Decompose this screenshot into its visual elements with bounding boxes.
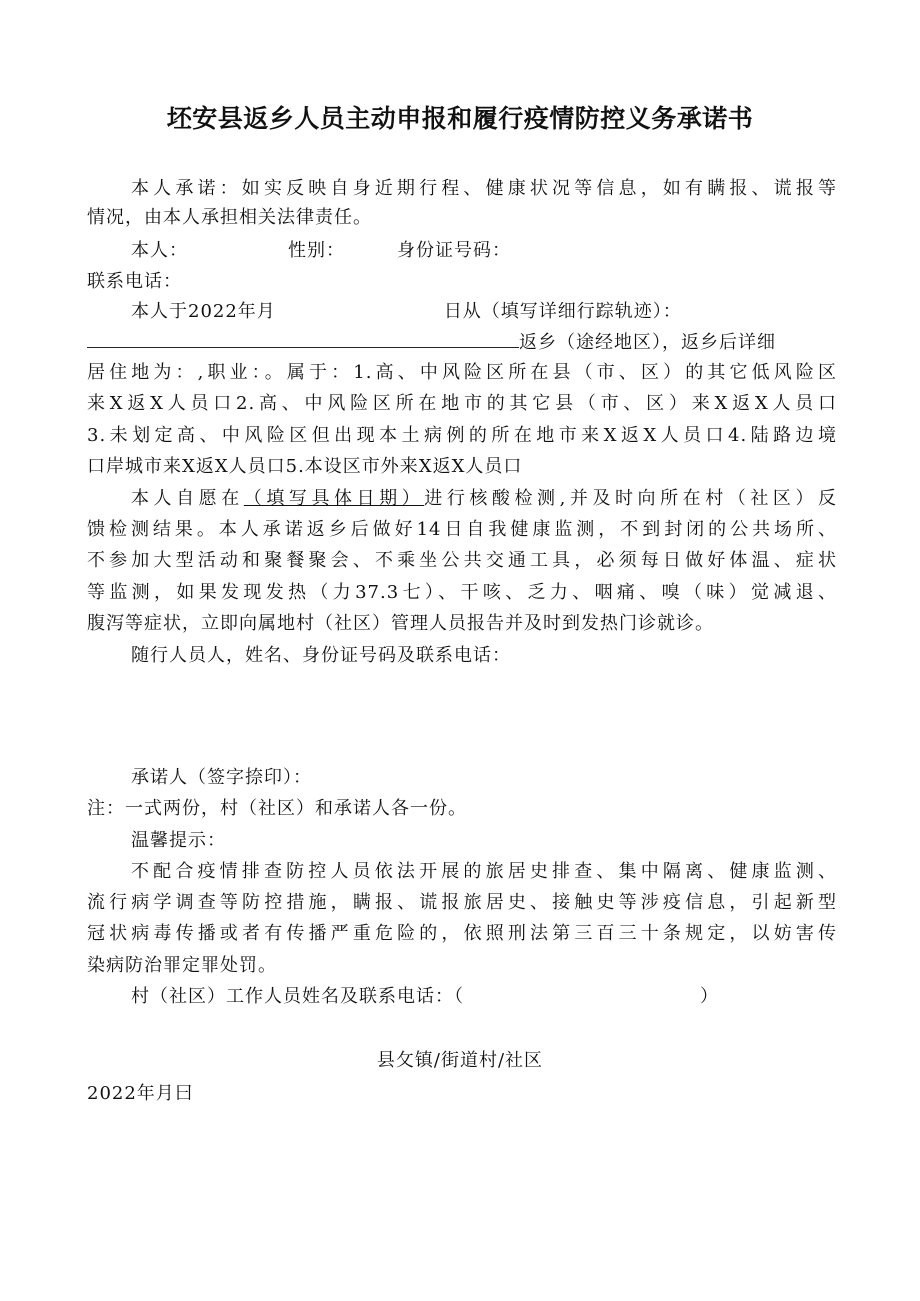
- phone-label: 联系电话：: [87, 271, 182, 292]
- tips-line-1: 不配合疫情排查防控人员依法开展的旅居史排查、集中隔离、健康监测、: [131, 861, 837, 882]
- tips-heading: 温馨提示：: [131, 830, 226, 851]
- category-line-2: 来X返X人员口2.高、中风险区所在地市的其它县（市、区）来X返X人员口: [87, 393, 837, 414]
- gender-label: 性别：: [288, 240, 345, 261]
- footer-date: 2022年月曰: [87, 1083, 194, 1104]
- category-line-3: 3.未划定高、中风险区但出现本土病例的所在地市来X返X人员口4.陆路边境: [87, 425, 837, 446]
- worker-contact-label: 村（社区）工作人员姓名及联系电话：（: [131, 986, 464, 1007]
- test-line-4: 等监测，如果发现发热（力37.3七）、干咳、乏力、咽痛、嗅（味）觉减退、: [87, 582, 837, 603]
- promise-line-2: 情况，由本人承担相关法律责任。: [87, 207, 372, 228]
- category-line-4: 口岸城市来X返X人员口5.本设区市外来X返X人员口: [87, 456, 523, 477]
- trip-date-row: [131, 297, 837, 326]
- worker-contact-row: [131, 982, 837, 1011]
- test-prefix: 本人自愿在: [131, 488, 244, 509]
- promise-line-1: 本人承诺：如实反映自身近期行程、健康状况等信息，如有瞒报、谎报等: [131, 178, 837, 199]
- test-suffix: 进行核酸检测,并及时向所在村（社区）反: [424, 488, 838, 509]
- signature-label: 承诺人（签字捺印）：: [131, 767, 312, 788]
- companions-label: 随行人员人，姓名、身份证号码及联系电话：: [131, 645, 511, 666]
- category-line-1: 居住地为：,职业：。属于：1.高、中风险区所在县（市、区）的其它低风险区: [87, 362, 837, 383]
- itinerary-blank[interactable]: [87, 329, 519, 348]
- trip-date-suffix: 日从（填写详细行踪轨迹）：: [443, 301, 682, 322]
- trip-date-prefix: 本人于2022年月: [131, 301, 276, 322]
- person-info-row: [131, 236, 837, 265]
- note-text: 注：一式两份，村（社区）和承诺人各一份。: [87, 798, 467, 819]
- test-line-5: 腹泻等症状，立即向属地村（社区）管理人员报告并及时到发热门诊就诊。: [87, 613, 714, 634]
- id-number-label: 身份证号码：: [397, 240, 511, 261]
- trip-return-text: 返乡（途经地区），返乡后详细: [519, 332, 776, 353]
- name-label: 本人：: [131, 240, 188, 261]
- worker-contact-close: ）: [700, 986, 719, 1007]
- tips-line-3: 冠状病毒传播或者有传播严重危险的，依照刑法第三百三十条规定，以妨害传: [87, 923, 837, 944]
- test-line-3: 不参加大型活动和聚餐聚会、不乘坐公共交通工具，必须每日做好体温、症状: [87, 550, 837, 571]
- tips-line-4: 染病防治罪定罪处罚。: [87, 955, 277, 976]
- test-line-1: [131, 484, 837, 513]
- test-date-field[interactable]: （填写具体日期）: [243, 488, 425, 509]
- tips-line-2: 流行病学调查等防控措施，瞒报、谎报旅居史、接触史等涉疫信息，引起新型: [87, 892, 837, 913]
- test-line-2: 馈检测结果。本人承诺返乡后做好14日自我健康监测，不到封闭的公共场所、: [87, 519, 837, 540]
- document-title: 坯安县返乡人员主动申报和履行疫情防控义务承诺书: [166, 104, 754, 133]
- footer-org: 县攵镇/街道村/社区: [376, 1050, 544, 1071]
- trip-return-row: [87, 328, 837, 357]
